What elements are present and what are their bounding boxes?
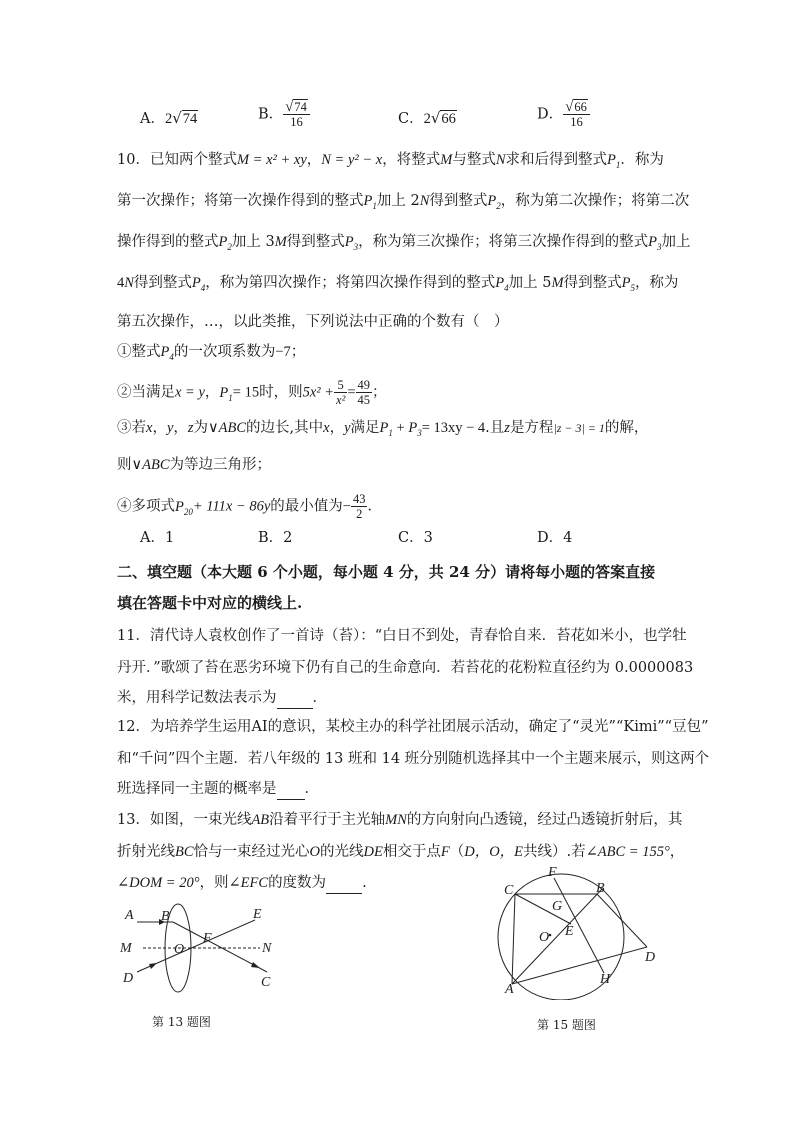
q10-statement-4 bbox=[117, 492, 382, 521]
math: − bbox=[342, 498, 351, 515]
q10-statement-3-cont bbox=[117, 455, 271, 475]
math-ABC: ABC bbox=[142, 457, 170, 473]
label-D: D bbox=[123, 971, 134, 986]
numerator: 49 bbox=[357, 378, 371, 392]
q10-statement-3 bbox=[117, 418, 648, 443]
q10-line-4 bbox=[117, 273, 678, 298]
label-F: F bbox=[548, 865, 557, 880]
text: ①整式 bbox=[117, 344, 161, 360]
label-C: C bbox=[504, 883, 514, 898]
math: MN bbox=[385, 812, 407, 828]
text: 加上 3 bbox=[231, 234, 275, 250]
fraction bbox=[351, 492, 368, 521]
math: ∠ABC = 155° bbox=[585, 844, 670, 860]
math-P4: $P_4$ bbox=[495, 275, 509, 293]
math: ∠EFC bbox=[228, 875, 269, 891]
text: 第五次操作，…，以此类推，下列说法中正确的个数有（ ） bbox=[117, 314, 509, 330]
section-2-heading-cont: 填在答题卡中对应的横线上. bbox=[117, 594, 303, 612]
q9-option-a bbox=[140, 108, 198, 129]
math-M: M bbox=[274, 234, 287, 250]
math: −7 bbox=[275, 344, 291, 360]
text: 的方向射向凸透镜，经过凸透镜折射后，其 bbox=[406, 812, 683, 828]
math-x: x bbox=[323, 420, 330, 436]
text: 第一次操作；将第一次操作得到的整式 bbox=[117, 193, 364, 209]
text: 的度数为 bbox=[268, 875, 327, 891]
fraction: $\frac{√66}{16}$ bbox=[563, 100, 590, 129]
text: .且 bbox=[485, 420, 505, 436]
q10-statement-2 bbox=[117, 378, 387, 407]
text: ，将整式 bbox=[382, 152, 441, 168]
label-C: C bbox=[261, 975, 271, 990]
arrow-bc bbox=[251, 962, 260, 968]
math-y: y bbox=[344, 420, 351, 436]
text: = bbox=[347, 384, 356, 401]
text: 的解， bbox=[604, 420, 649, 436]
radicand: 66 bbox=[441, 111, 456, 127]
figure-15-caption: 第 15 题图 bbox=[537, 1018, 596, 1032]
text: 4 bbox=[117, 275, 125, 291]
text: ，称为第四次操作；将第四次操作得到的整式 bbox=[205, 275, 496, 291]
text: 已知两个整式 bbox=[149, 152, 237, 168]
q10-statement-1 bbox=[117, 342, 305, 367]
text: ； bbox=[290, 344, 306, 360]
label-H: H bbox=[600, 972, 611, 987]
answer-blank[interactable] bbox=[277, 688, 313, 709]
text: 操作得到的整式 bbox=[117, 234, 219, 250]
math-N: N bbox=[419, 193, 430, 209]
math: F bbox=[440, 844, 450, 860]
q11-line-1: 11．清代诗人袁枚创作了一首诗（苔）：“白日不到处，青春恰自来．苔花如米小，也学牡 bbox=[117, 628, 687, 644]
math-z: z bbox=[504, 420, 510, 436]
q10-option-d: D．4 bbox=[537, 530, 573, 546]
denominator: 16 bbox=[290, 115, 303, 129]
text: 相交于点 bbox=[382, 844, 441, 860]
q12-line-1: 12．为培养学生运用AI的意识，某校主办的科学社团展示活动，确定了“灵光”“Kimi”“豆包” bbox=[117, 719, 709, 735]
q11-line-3 bbox=[117, 688, 327, 709]
question-number: 10． bbox=[117, 152, 150, 168]
option-label: B． bbox=[258, 106, 284, 123]
numerator: 43 bbox=[352, 492, 366, 506]
math-P2: $P_2$ bbox=[487, 193, 501, 211]
numerator: 5 bbox=[334, 378, 347, 393]
math: D，O，E bbox=[464, 844, 524, 860]
center-point bbox=[549, 934, 552, 937]
q10-option-a: A．1 bbox=[140, 530, 175, 546]
math: AB bbox=[251, 812, 270, 828]
text: ④多项式 bbox=[117, 498, 175, 515]
q10-line-1 bbox=[117, 150, 664, 175]
fraction bbox=[356, 378, 373, 407]
math-M: M bbox=[551, 275, 564, 291]
label-M: M bbox=[120, 941, 132, 956]
text: 米，用科学记数法表示为 bbox=[117, 690, 277, 706]
math: M = x² + xy bbox=[236, 152, 307, 168]
text: ②当满足 bbox=[117, 384, 175, 401]
figure-15-circle-diagram bbox=[490, 862, 670, 1000]
label-G: G bbox=[552, 899, 563, 914]
option-label: D． bbox=[537, 106, 564, 123]
math-P5: $P_5$ bbox=[621, 275, 635, 293]
math: 5x² + bbox=[302, 384, 335, 401]
text: ③若 bbox=[117, 420, 146, 436]
line-bd bbox=[597, 894, 647, 947]
math: ∠DOM = 20° bbox=[117, 875, 200, 891]
chord-ca bbox=[512, 894, 515, 984]
text: ， bbox=[306, 152, 322, 168]
math-P1: $P_1$ bbox=[363, 193, 377, 211]
math: DE bbox=[363, 844, 383, 860]
math-P3: $P_3$ bbox=[648, 234, 662, 252]
math-x: x bbox=[146, 420, 153, 436]
math-P1: $P_1$ bbox=[219, 384, 233, 403]
text: 加上 2 bbox=[376, 193, 420, 209]
label-N: N bbox=[262, 941, 272, 956]
math-z: z bbox=[187, 420, 194, 436]
text: 求和后得到整式 bbox=[505, 152, 607, 168]
text: （ bbox=[449, 844, 465, 860]
text: 班选择同一主题的概率是 bbox=[117, 781, 277, 797]
sqrt-symbol: √74 bbox=[172, 109, 198, 127]
section-2-heading: 二、填空题（本大题 6 个小题，每小题 4 分，共 24 分）请将每小题的答案直接 bbox=[117, 563, 656, 581]
text: ． bbox=[312, 690, 327, 706]
denominator: 45 bbox=[357, 393, 371, 407]
math: N = y² − x bbox=[321, 152, 383, 168]
math: O bbox=[309, 844, 321, 860]
q10-line-5 bbox=[117, 312, 509, 332]
math-P2: $P_2$ bbox=[218, 234, 232, 252]
q10-line-3 bbox=[117, 232, 691, 257]
q10-option-b: B．2 bbox=[258, 530, 293, 546]
text: ； bbox=[372, 384, 387, 401]
text: 则∨ bbox=[117, 457, 143, 473]
math-P1: $P_1$ bbox=[379, 420, 393, 438]
option-coef: 2 bbox=[164, 111, 173, 127]
denominator: x² bbox=[336, 393, 346, 407]
arrow-de bbox=[149, 963, 157, 969]
text: 的边长,其中 bbox=[246, 420, 324, 436]
text: ，称为第二次操作；将第二次 bbox=[500, 193, 690, 209]
radicand: 74 bbox=[182, 111, 198, 127]
answer-blank[interactable] bbox=[277, 779, 305, 800]
math: |z − 3| = 1 bbox=[553, 421, 605, 435]
math: BC bbox=[175, 844, 194, 860]
text: 得到整式 bbox=[563, 275, 622, 291]
text: 的光线 bbox=[320, 844, 364, 860]
math-N: N bbox=[124, 275, 134, 291]
text: ，称为 bbox=[634, 275, 679, 291]
text: 的最小值为 bbox=[270, 498, 343, 515]
math-y: y bbox=[166, 420, 174, 436]
text: 折射光线 bbox=[117, 844, 175, 860]
math-N: N bbox=[495, 152, 506, 168]
text: ．称为 bbox=[620, 152, 664, 168]
q13-line-3 bbox=[117, 873, 367, 894]
text: + bbox=[392, 420, 409, 436]
text: ， bbox=[173, 420, 188, 436]
math-M: M bbox=[440, 152, 453, 168]
q9-option-b bbox=[258, 100, 310, 129]
text: ． bbox=[367, 498, 382, 515]
text: ， bbox=[669, 844, 685, 860]
label-O: O bbox=[174, 942, 185, 957]
radicand: 66 bbox=[574, 100, 587, 114]
text: 的一次项系数为 bbox=[173, 344, 276, 360]
text: 满足 bbox=[350, 420, 380, 436]
q12-line-3 bbox=[117, 779, 319, 800]
q13-line-2 bbox=[117, 842, 684, 862]
math-P4: $P_4$ bbox=[160, 344, 174, 362]
text: ， bbox=[152, 420, 167, 436]
chord-ce bbox=[515, 894, 571, 924]
text: ， bbox=[329, 420, 345, 436]
label-F: F bbox=[203, 931, 212, 946]
math-P4: $P_4$ bbox=[191, 275, 206, 293]
label-B: B bbox=[596, 881, 605, 896]
label-D: D bbox=[645, 950, 656, 965]
text: 恰与一束经过光心 bbox=[193, 844, 310, 860]
label-B: B bbox=[161, 909, 170, 924]
label-A: A bbox=[505, 982, 514, 997]
math-P3: $P_3$ bbox=[408, 420, 422, 438]
text: 加上 bbox=[661, 234, 691, 250]
answer-blank[interactable] bbox=[326, 873, 362, 894]
text: ，称为第三次操作；将第三次操作得到的整式 bbox=[358, 234, 649, 250]
option-label: A． bbox=[140, 111, 165, 127]
radicand: 74 bbox=[294, 100, 307, 114]
math: + 111x − 86y bbox=[192, 498, 271, 515]
text: 是方程 bbox=[509, 420, 554, 436]
line-ad bbox=[512, 947, 647, 984]
math-ABC: ABC bbox=[218, 420, 247, 436]
q9-option-d bbox=[537, 100, 590, 129]
figure-13-caption: 第 13 题图 bbox=[152, 1015, 211, 1029]
label-E: E bbox=[565, 924, 574, 939]
text: 得到整式 bbox=[429, 193, 488, 209]
q9-option-c bbox=[398, 108, 457, 129]
text: . bbox=[362, 875, 367, 891]
text: ． bbox=[304, 781, 319, 797]
figure-13-lens-diagram bbox=[115, 900, 295, 1000]
q10-option-c: C．3 bbox=[398, 530, 433, 546]
math-P1: $P_1$ bbox=[607, 152, 621, 170]
text: 沿着平行于主光轴 bbox=[269, 812, 386, 828]
text: 13．如图，一束光线 bbox=[117, 812, 252, 828]
fraction bbox=[334, 378, 347, 407]
text: 加上 5 bbox=[508, 275, 552, 291]
q11-line-2: 丹开．”歌颂了苔在恶劣环境下仍有自己的生命意向．若苔花的花粉粒直径约为 0.0000083 bbox=[117, 660, 694, 676]
sqrt-symbol: √66 bbox=[430, 109, 456, 127]
text: 得到整式 bbox=[286, 234, 345, 250]
fraction: $\frac{√74}{16}$ bbox=[283, 100, 310, 129]
q13-line-1 bbox=[117, 810, 682, 830]
label-E: E bbox=[253, 907, 262, 922]
math: = 13xy − 4 bbox=[421, 420, 486, 436]
label-O: O bbox=[539, 930, 550, 945]
text: ， bbox=[204, 384, 220, 401]
math-P20: $P_{20}$ bbox=[175, 498, 193, 517]
q10-line-2 bbox=[117, 191, 689, 216]
text: 与整式 bbox=[452, 152, 496, 168]
option-label: C． bbox=[398, 111, 424, 127]
math-P3: $P_3$ bbox=[344, 234, 359, 252]
math: x = y bbox=[175, 384, 205, 401]
denominator: 2 bbox=[356, 507, 363, 521]
label-A: A bbox=[125, 908, 134, 923]
text: 共线）.若 bbox=[523, 844, 586, 860]
text: 为等边三角形； bbox=[169, 457, 272, 473]
text: 得到整式 bbox=[133, 275, 192, 291]
text: 为∨ bbox=[193, 420, 219, 436]
denominator: 16 bbox=[570, 115, 583, 129]
text: = 15时，则 bbox=[232, 384, 303, 401]
text: ，则 bbox=[199, 875, 229, 891]
option-coef: 2 bbox=[423, 111, 431, 127]
q12-line-2: 和“千问”四个主题．若八年级的 13 班和 14 班分别随机选择其中一个主题来展示，则这两个 bbox=[117, 751, 710, 767]
